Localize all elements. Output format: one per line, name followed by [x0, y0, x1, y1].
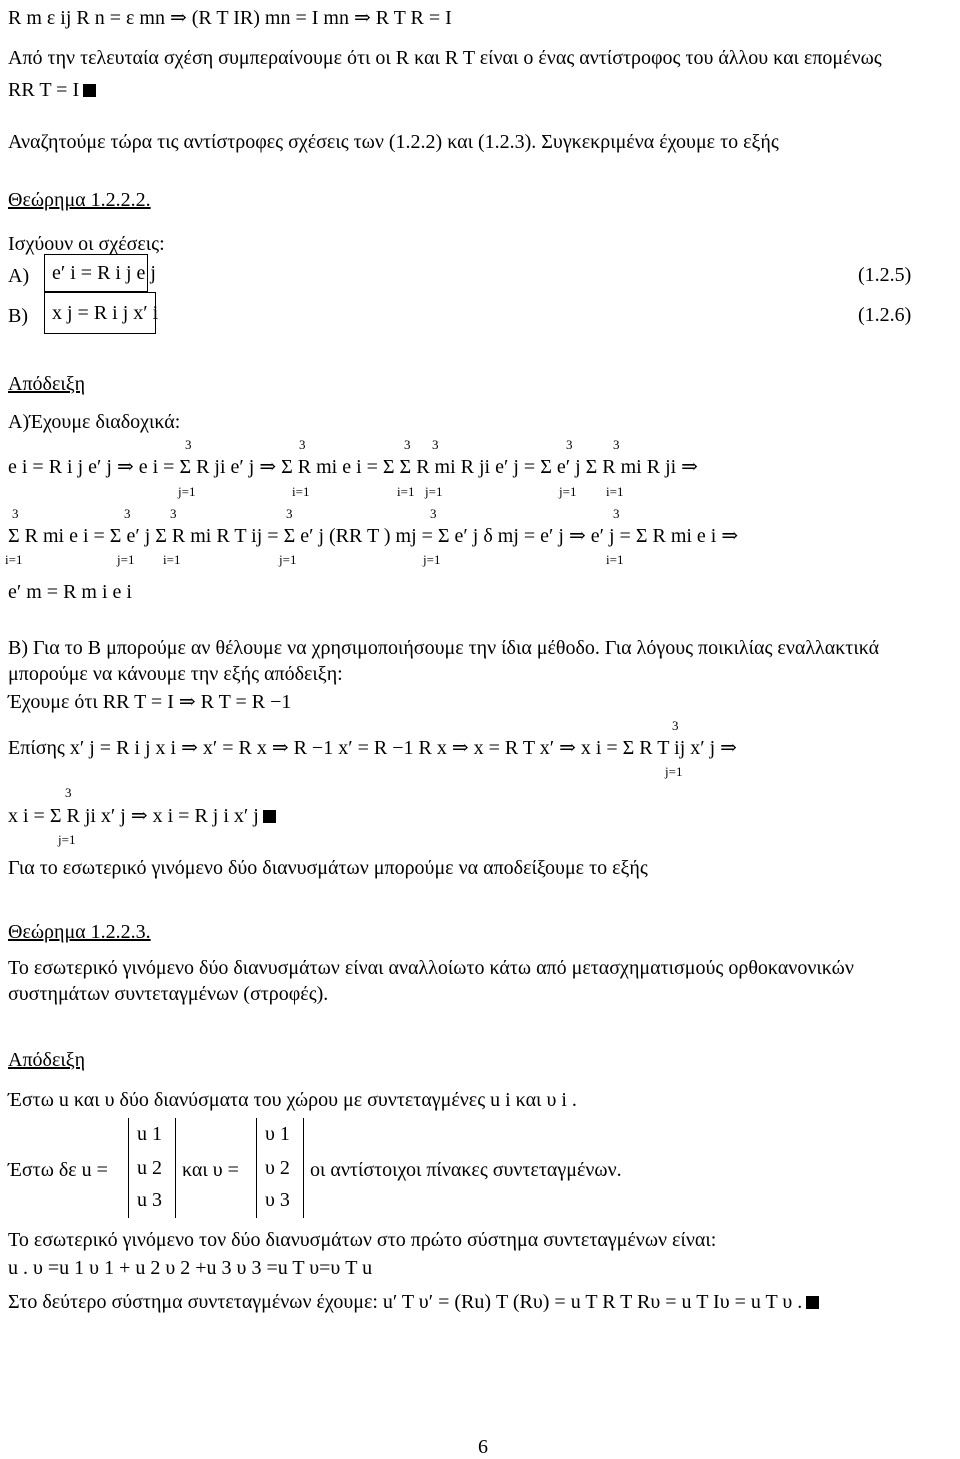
sum-lower-limit: i=1	[5, 552, 23, 567]
matrix-entry: u 1	[137, 1123, 162, 1145]
text-line: Ισχύουν οι σχέσεις:	[8, 233, 165, 255]
equation-inner-product: u . υ =u 1 υ 1 + u 2 υ 2 +u 3 υ 3 =u T υ=υ T u	[8, 1257, 373, 1279]
sum-upper-limit: 3	[613, 437, 620, 452]
sum-upper-limit: 3	[566, 437, 573, 452]
sum-lower-limit: j=1	[425, 484, 443, 499]
equation-row-b2: x i = Σ R ji x′ j ⇒ x i = R j i x′ j	[8, 804, 276, 828]
sum-lower-limit: i=1	[292, 484, 310, 499]
sum-upper-limit: 3	[185, 437, 192, 452]
theorem-title: Θεώρημα 1.2.2.2.	[8, 189, 151, 211]
sum-upper-limit: 3	[672, 718, 679, 733]
sum-upper-limit: 3	[124, 506, 131, 521]
qed-square-icon	[806, 1296, 819, 1309]
sum-lower-limit: j=1	[117, 552, 135, 567]
equation-1-2-5: e′ i = R i j e j	[52, 262, 156, 284]
sum-upper-limit: 3	[430, 506, 437, 521]
matrix-entry: u 3	[137, 1189, 162, 1211]
sum-lower-limit: i=1	[163, 552, 181, 567]
equation-number: (1.2.5)	[858, 264, 912, 286]
text-line: Έστω u και υ δύο διανύσματα του χώρου με συντεταγμένες u i και υ i .	[8, 1089, 577, 1111]
text-line: Από την τελευταία σχέση συμπεραίνουμε ότι οι R και R T είναι ο ένας αντίστροφος του άλλου και επομένως	[8, 47, 882, 69]
equation-r-t-r: R m ε ij R n = ε mn ⇒ (R T IR) mn = I mn ⇒ R T R = I	[8, 7, 452, 29]
equation-1-2-6: x j = R i j x′ i	[52, 302, 159, 324]
equation-row-3: e′ m = R m i e i	[8, 581, 132, 603]
label-a: Α)	[8, 265, 30, 287]
sum-lower-limit: j=1	[423, 552, 441, 567]
text-line: συστημάτων συντεταγμένων (στροφές).	[8, 983, 329, 1005]
sum-lower-limit: j=1	[279, 552, 297, 567]
sum-lower-limit: j=1	[559, 484, 577, 499]
equation-invariance: Στο δεύτερο σύστημα συντεταγμένων έχουμε: u′ T υ′ = (Ru) T (Rυ) = u T R T Rυ = u T Iυ = u T υ .	[8, 1290, 819, 1314]
label-b: Β)	[8, 305, 28, 327]
sum-upper-limit: 3	[286, 506, 293, 521]
sum-upper-limit: 3	[404, 437, 411, 452]
matrix-entry: υ 1	[265, 1123, 290, 1145]
matrix-entry: υ 3	[265, 1189, 290, 1211]
text-line: Α)Έχουμε διαδοχικά:	[8, 411, 181, 433]
text-line: και υ =	[182, 1159, 239, 1181]
sum-lower-limit: j=1	[665, 764, 683, 779]
sum-lower-limit: i=1	[606, 552, 624, 567]
text-line: Έστω δε u =	[8, 1159, 108, 1181]
equation-number: (1.2.6)	[858, 304, 912, 326]
proof-title: Απόδειξη	[8, 373, 86, 395]
sum-lower-limit: j=1	[58, 832, 76, 847]
text-line: Το εσωτερικό γινόμενο δύο διανυσμάτων είναι αναλλοίωτο κάτω από μετασχηματισμούς ορθοκανονικών	[8, 957, 854, 979]
equation-rr-t: RR T = I	[8, 78, 96, 102]
qed-square-icon	[83, 84, 96, 97]
matrix-entry: υ 2	[265, 1157, 290, 1179]
text-line: οι αντίστοιχοι πίνακες συντεταγμένων.	[310, 1159, 622, 1181]
text-line: Έχουμε ότι RR T = I ⇒ R T = R −1	[8, 691, 292, 713]
sum-upper-limit: 3	[65, 785, 72, 800]
sum-lower-limit: j=1	[178, 484, 196, 499]
sum-upper-limit: 3	[613, 506, 620, 521]
text-line: Αναζητούμε τώρα τις αντίστροφες σχέσεις των (1.2.2) και (1.2.3). Συγκεκριμένα έχουμε το εξής	[8, 131, 779, 153]
equation-row-b1: Επίσης x′ j = R i j x i ⇒ x′ = R x ⇒ R −1 x′ = R −1 R x ⇒ x = R T x′ ⇒ x i = Σ R T ij x′ j ⇒	[8, 737, 737, 759]
sum-lower-limit: i=1	[397, 484, 415, 499]
theorem-title: Θεώρημα 1.2.2.3.	[8, 921, 151, 943]
page-number: 6	[478, 1436, 488, 1458]
text-line: Για το εσωτερικό γινόμενο δύο διανυσμάτων μπορούμε να αποδείξουμε το εξής	[8, 857, 648, 879]
qed-square-icon	[263, 810, 276, 823]
sum-upper-limit: 3	[12, 506, 19, 521]
sum-upper-limit: 3	[432, 437, 439, 452]
equation-row-1: e i = R i j e′ j ⇒ e i = Σ R ji e′ j ⇒ Σ R mi e i = Σ Σ R mi R ji e′ j = Σ e′ j Σ R mi R ji ⇒	[8, 456, 698, 478]
equation-row-2: Σ R mi e i = Σ e′ j Σ R mi R T ij = Σ e′ j (RR T ) mj = Σ e′ j δ mj = e′ j ⇒ e′ j = Σ R mi e i ⇒	[8, 525, 739, 547]
proof-title: Απόδειξη	[8, 1049, 86, 1071]
text-line: μπορούμε να κάνουμε την εξής απόδειξη:	[8, 663, 343, 685]
sum-lower-limit: i=1	[606, 484, 624, 499]
matrix-entry: u 2	[137, 1157, 162, 1179]
text-line: Το εσωτερικό γινόμενο τον δύο διανυσμάτων στο πρώτο σύστημα συντεταγμένων είναι:	[8, 1229, 717, 1251]
sum-upper-limit: 3	[299, 437, 306, 452]
sum-upper-limit: 3	[170, 506, 177, 521]
text-line: Β) Για το Β μπορούμε αν θέλουμε να χρησιμοποιήσουμε την ίδια μέθοδο. Για λόγους ποικιλίας εναλλακτικά	[8, 637, 880, 659]
